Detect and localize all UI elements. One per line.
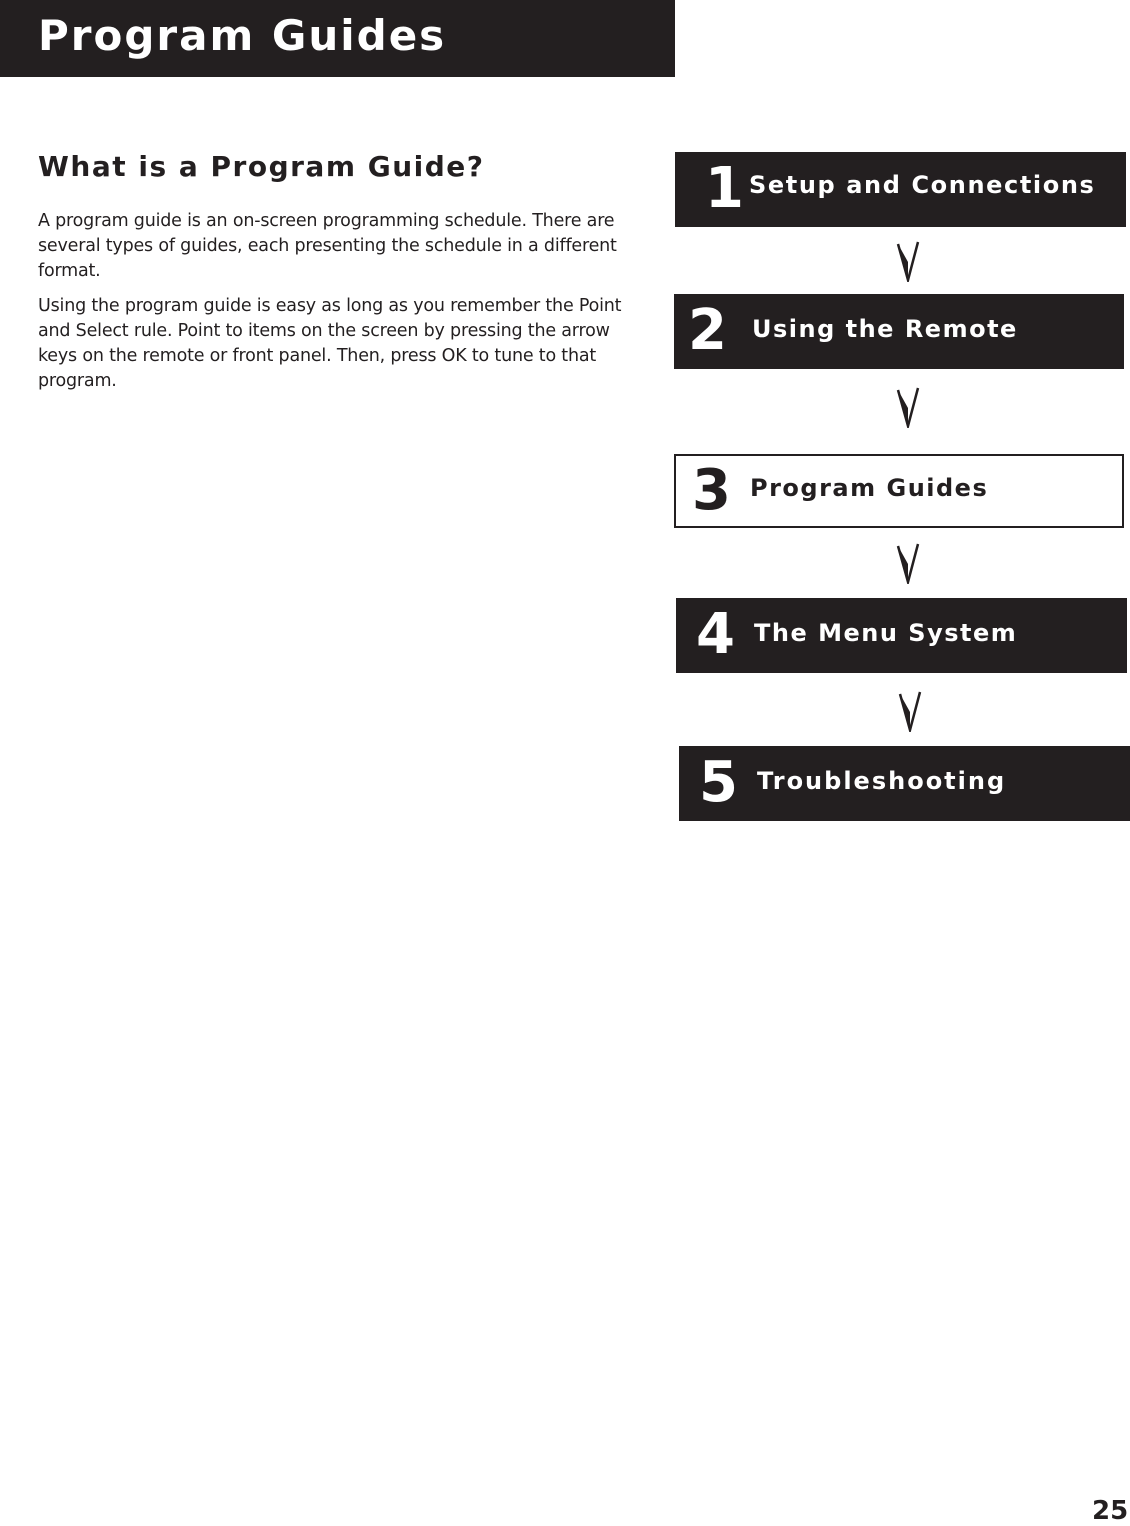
step-program-guides: [674, 454, 1124, 528]
step-troubleshooting: [679, 746, 1130, 821]
step-number: 5: [699, 750, 738, 815]
paragraph: Using the program guide is easy as long as you remember the Point and Select rule. Point to items on the screen by pressing the arrow keys on the remote or front panel. Then, press OK to tune to that program.: [38, 296, 622, 391]
down-arrow-icon: [896, 540, 920, 584]
down-arrow-icon: [896, 384, 920, 428]
step-label: Troubleshooting: [757, 767, 1007, 795]
step-the-menu-system: [676, 598, 1127, 673]
step-label: The Menu System: [754, 619, 1018, 647]
page-title: Program Guides: [38, 11, 447, 60]
step-number: 2: [688, 298, 727, 363]
step-number: 4: [696, 602, 735, 667]
step-setup-and-connections: [675, 152, 1126, 227]
step-label: Using the Remote: [752, 315, 1018, 343]
step-label: Setup and Connections: [749, 171, 1096, 199]
down-arrow-icon: [898, 688, 922, 732]
step-number: 3: [692, 458, 731, 523]
page-number: 25: [1092, 1496, 1129, 1526]
header-bar: [0, 0, 675, 77]
body-copy: [38, 209, 638, 404]
step-label: Program Guides: [750, 474, 989, 502]
section-heading: What is a Program Guide?: [38, 150, 485, 183]
step-number: 1: [705, 156, 744, 221]
paragraph: A program guide is an on-screen programming schedule. There are several types of guides, each presenting the schedule in a different format.: [38, 211, 617, 281]
down-arrow-icon: [896, 238, 920, 282]
step-using-the-remote: [674, 294, 1124, 369]
